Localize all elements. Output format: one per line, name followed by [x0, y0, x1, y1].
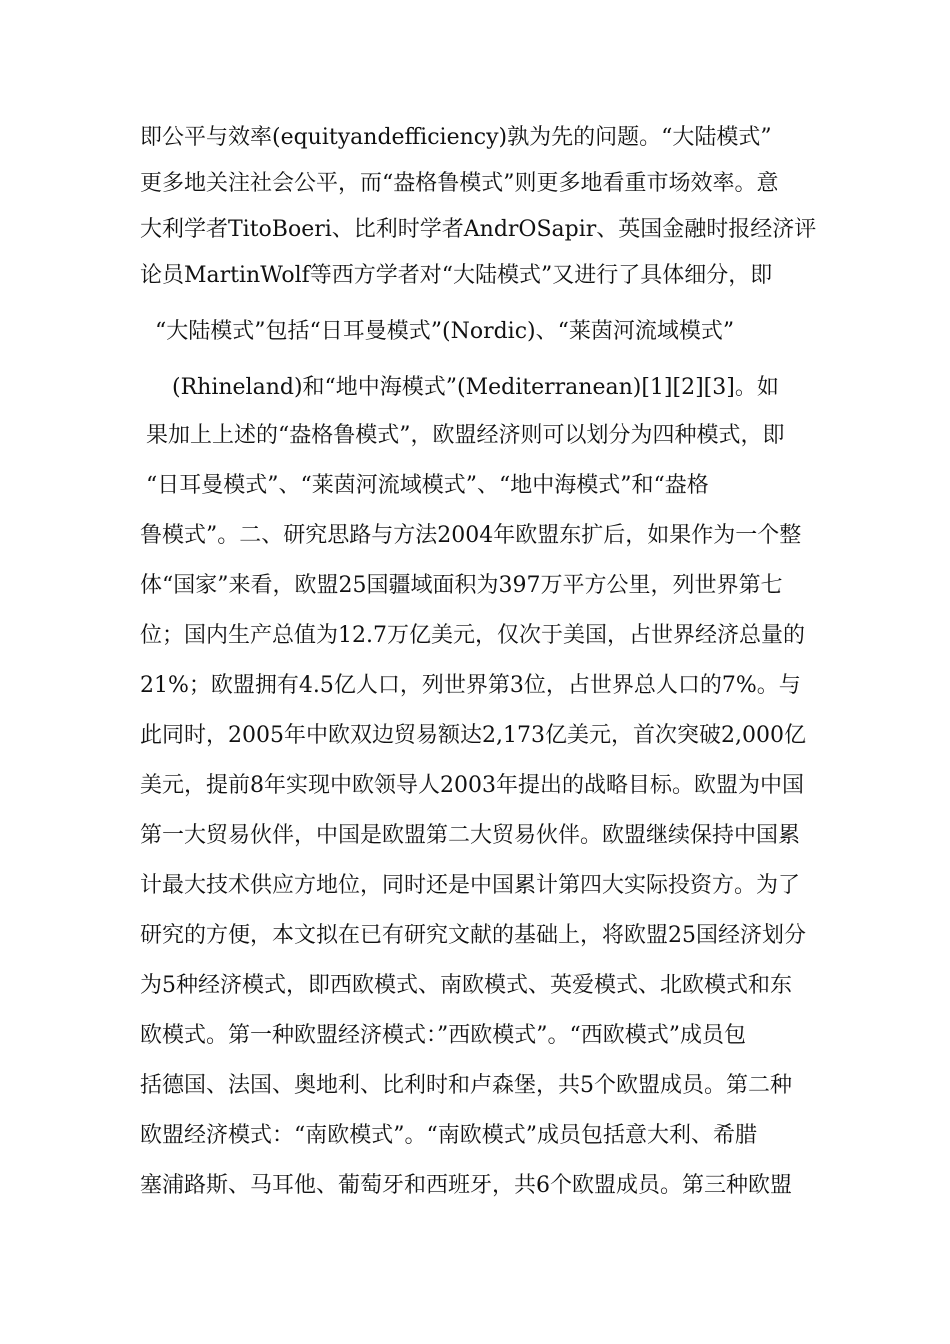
text-line: 位；国内生产总值为12.7万亿美元，仅次于美国，占世界经济总量的	[140, 623, 805, 648]
text-line: 括德国、法国、奥地利、比利时和卢森堡，共5个欧盟成员。第二种	[140, 1073, 792, 1098]
text-line: 更多地关注社会公平，而“盎格鲁模式”则更多地看重市场效率。意	[140, 171, 779, 196]
text-line: 论员MartinWolf等西方学者对“大陆模式”又进行了具体细分，即	[140, 263, 773, 288]
text-line: 鲁模式”。二、研究思路与方法2004年欧盟东扩后，如果作为一个整	[140, 523, 802, 548]
text-line: 此同时，2005年中欧双边贸易额达2,173亿美元，首次突破2,000亿	[140, 723, 806, 748]
text-line: 为5种经济模式，即西欧模式、南欧模式、英爱模式、北欧模式和东	[140, 973, 792, 998]
text-line: 研究的方便，本文拟在已有研究文献的基础上，将欧盟25国经济划分	[140, 923, 806, 948]
text-line: 欧盟经济模式：“南欧模式”。“南欧模式”成员包括意大利、希腊	[140, 1123, 757, 1148]
text-line: “大陆模式”包括“日耳曼模式”(Nordic)、“莱茵河流域模式”	[155, 319, 735, 344]
text-line: 欧模式。第一种欧盟经济模式：”西欧模式”。“西欧模式”成员包	[140, 1023, 746, 1048]
text-line: (Rhineland)和“地中海模式”(Mediterranean)[1][2][3]。如	[172, 375, 779, 400]
text-line: 第一大贸易伙伴，中国是欧盟第二大贸易伙伴。欧盟继续保持中国累	[140, 823, 801, 848]
text-line: 21%；欧盟拥有4.5亿人口，列世界第3位，占世界总人口的7%。与	[140, 673, 801, 698]
text-line: 美元，提前8年实现中欧领导人2003年提出的战略目标。欧盟为中国	[140, 773, 804, 798]
text-line: “日耳曼模式”、“莱茵河流域模式”、“地中海模式”和“盎格	[146, 473, 709, 498]
text-line: 大利学者TitoBoeri、比利时学者AndrOSapir、英国金融时报经济评	[140, 217, 817, 242]
text-line: 即公平与效率(equityandefficiency)孰为先的问题。“大陆模式”	[140, 125, 772, 150]
text-line: 体“国家”来看，欧盟25国疆域面积为397万平方公里，列世界第七	[140, 573, 783, 598]
text-line: 计最大技术供应方地位，同时还是中国累计第四大实际投资方。为了	[140, 873, 801, 898]
text-line: 塞浦路斯、马耳他、葡萄牙和西班牙，共6个欧盟成员。第三种欧盟	[140, 1173, 792, 1198]
text-line: 果加上上述的“盎格鲁模式”，欧盟经济则可以划分为四种模式，即	[146, 423, 785, 448]
